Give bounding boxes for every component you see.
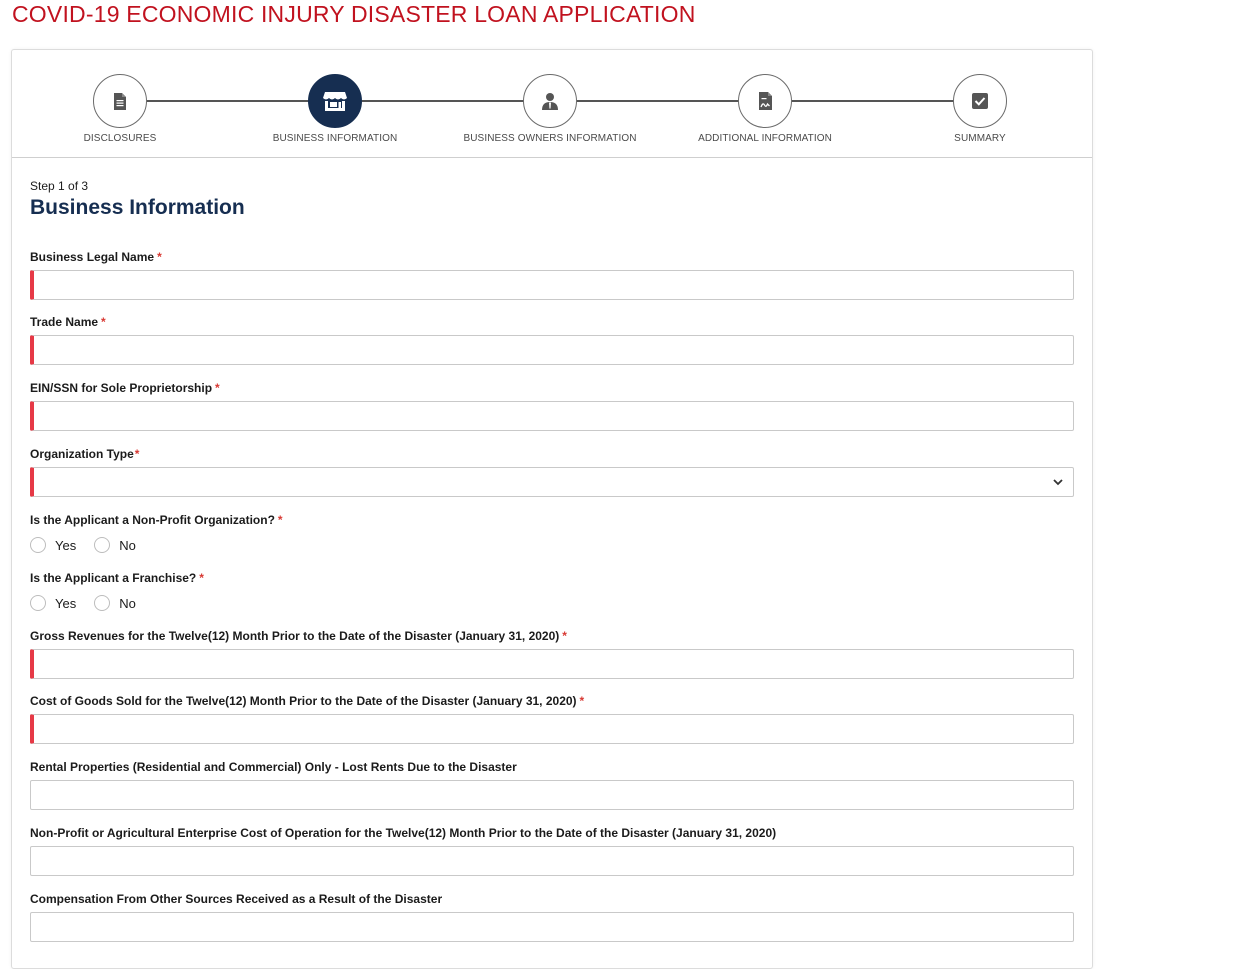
required-marker: * [277,513,283,527]
application-card [11,49,1093,969]
step-label: DISCLOSURES [83,133,157,144]
required-marker: * [199,571,204,585]
step-circle[interactable] [93,74,147,128]
step-business-information[interactable] [245,74,425,144]
field-label: Non-Profit or Agricultural Enterprise Cost of Operation for the Twelve(12) Month Prior to the Date of the Disaster (January 31, 2020) [30,826,777,840]
field-label: Is the Applicant a Non-Profit Organization? * [30,513,283,527]
business-legal-name-input[interactable] [30,270,1074,300]
required-marker: * [101,315,106,329]
page-title: COVID-19 ECONOMIC INJURY DISASTER LOAN APPLICATION [12,1,696,27]
franchise-radio-group [30,594,1074,612]
trade-name-field [30,314,1074,365]
radio-label[interactable]: Yes [55,537,77,553]
cost-of-goods-field [30,693,1074,744]
step-label: BUSINESS INFORMATION [272,133,398,144]
progress-stepper [12,50,1092,158]
required-marker: * [157,250,162,264]
field-label: Gross Revenues for the Twelve(12) Month Prior to the Date of the Disaster (January 31, 2020) * [30,629,567,643]
document-icon [113,93,127,110]
field-label: Is the Applicant a Franchise? * [30,571,204,585]
trade-name-input[interactable] [30,335,1074,365]
radio-button[interactable] [94,537,110,553]
step-circle[interactable] [953,74,1007,128]
rental-properties-input[interactable] [30,780,1074,810]
required-marker: * [134,447,140,461]
gross-revenues-field [30,628,1074,679]
franchise-field [30,570,1074,612]
compensation-input[interactable] [30,912,1074,942]
organization-type-select-wrapper [30,467,1074,497]
section-title: Business Information [30,196,245,219]
person-icon [541,92,559,110]
chevron-down-icon[interactable] [1052,476,1064,488]
franchise-yes-option[interactable] [30,595,76,611]
non-profit-cost-field [30,825,1074,876]
gross-revenues-input[interactable] [30,649,1074,679]
field-label: Compensation From Other Sources Received as a Result of the Disaster [30,892,443,906]
step-circle[interactable] [523,74,577,128]
business-legal-name-field [30,249,1074,300]
non-profit-cost-input[interactable] [30,846,1074,876]
field-label: EIN/SSN for Sole Proprietorship * [30,381,220,395]
required-marker: * [579,694,585,708]
radio-button[interactable] [30,537,46,553]
radio-label[interactable]: Yes [55,595,77,611]
ein-ssn-input[interactable] [30,401,1074,431]
checkbox-icon [972,93,988,109]
field-label: Trade Name * [30,315,106,329]
field-label: Organization Type* [30,447,140,461]
file-signature-icon [758,92,773,110]
non-profit-radio-group [30,536,1074,554]
step-label: ADDITIONAL INFORMATION [698,133,832,144]
organization-type-select[interactable] [30,467,1074,497]
field-label: Business Legal Name * [30,250,162,264]
non-profit-yes-option[interactable] [30,537,76,553]
field-label: Cost of Goods Sold for the Twelve(12) Month Prior to the Date of the Disaster (January 31, 2020) * [30,694,585,708]
radio-button[interactable] [94,595,110,611]
radio-label[interactable]: No [119,595,136,611]
step-circle[interactable] [738,74,792,128]
step-count: Step 1 of 3 [30,179,89,193]
step-disclosures[interactable] [30,74,210,144]
step-business-owners-information[interactable] [460,74,640,144]
step-circle[interactable] [308,74,362,128]
non-profit-field [30,512,1074,554]
step-additional-information[interactable] [675,74,855,144]
radio-button[interactable] [30,595,46,611]
cost-of-goods-input[interactable] [30,714,1074,744]
step-summary[interactable] [890,74,1070,144]
required-marker: * [562,629,567,643]
non-profit-no-option[interactable] [94,537,136,553]
business-information-form [30,179,1074,906]
step-label: BUSINESS OWNERS INFORMATION [463,133,637,144]
rental-properties-field [30,759,1074,810]
field-label: Rental Properties (Residential and Commercial) Only - Lost Rents Due to the Disaster [30,760,517,774]
storefront-icon [323,91,347,111]
franchise-no-option[interactable] [94,595,136,611]
radio-label[interactable]: No [119,537,136,553]
organization-type-field [30,446,1074,497]
required-marker: * [215,381,220,395]
compensation-field [30,891,1074,942]
ein-ssn-field [30,380,1074,431]
step-label: SUMMARY [954,133,1006,144]
